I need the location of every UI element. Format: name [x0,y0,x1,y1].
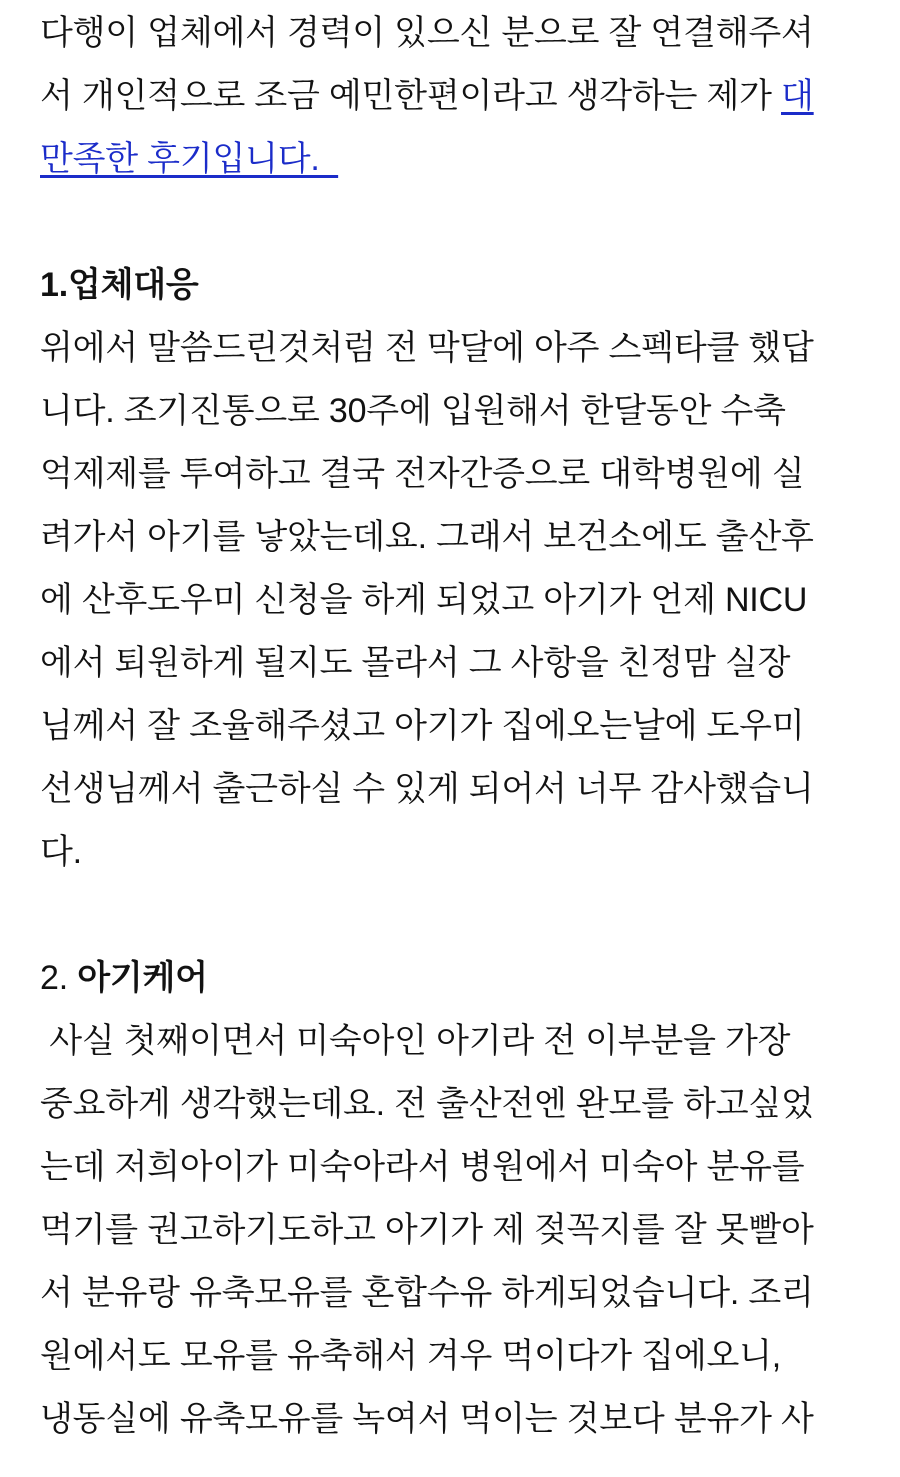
section-1-title-text: 1.업체대응 [40,266,199,304]
section-1-line [40,758,870,821]
text-segment: 다. [40,833,82,871]
text-segment: 다행이 업체에서 경력이 있으신 분으로 잘 연결해주셔 [40,14,814,52]
text-segment: 서 개인적으로 조금 예민한편이라고 생각하는 제가 [40,77,782,115]
section-2-line [40,1325,870,1388]
text-segment: 에 산후도우미 신청을 하게 되었고 아기가 언제 NICU [40,581,808,619]
text-segment: 서 분유랑 유축모유를 혼합수유 하게되었습니다. 조리 [40,1274,814,1312]
text-segment: 먹기를 권고하기도하고 아기가 제 젖꼭지를 잘 못빨아 [40,1211,814,1249]
section-1-line [40,506,870,569]
text-segment: 원에서도 모유를 유축해서 겨우 먹이다가 집에오니, [40,1337,782,1375]
section-2-line [40,1262,870,1325]
text-segment: 위에서 말씀드린것처럼 전 막달에 아주 스펙타클 했답 [40,329,814,367]
spacer-line [40,884,870,947]
section-1-line [40,443,870,506]
intro-line [40,128,870,191]
section-2-line [40,1010,870,1073]
satisfaction-review-link[interactable]: 대 [781,77,814,115]
section-2-line [40,1199,870,1262]
section-1-title [40,254,870,317]
text-segment: 니다. 조기진통으로 30주에 입원해서 한달동안 수축 [40,392,786,430]
section-2-line [40,1073,870,1136]
section-1-line [40,695,870,758]
satisfaction-review-link[interactable]: 만족한 후기입니다. [40,140,339,178]
text-segment: 냉동실에 유축모유를 녹여서 먹이는 것보다 분유가 사 [40,1400,814,1438]
text-segment: 사실 첫째이면서 미숙아인 아기라 전 이부분을 가장 [40,1022,791,1060]
section-2-number: 2. [40,959,78,997]
section-1-line [40,632,870,695]
intro-line [40,65,870,128]
text-segment: 억제제를 투여하고 결국 전자간증으로 대학병원에 실 [40,455,805,493]
spacer-line [40,191,870,254]
section-1-line [40,380,870,443]
intro-line [40,2,870,65]
text-segment: 려가서 아기를 낳았는데요. 그래서 보건소에도 출산후 [40,518,814,556]
text-segment: 선생님께서 출근하실 수 있게 되어서 너무 감사했습니 [40,770,814,808]
section-1-line [40,821,870,884]
text-segment: 님께서 잘 조율해주셨고 아기가 집에오는날에 도우미 [40,707,805,745]
section-2-line [40,1388,870,1451]
text-segment: 에서 퇴원하게 될지도 몰라서 그 사항을 친정맘 실장 [40,644,791,682]
section-2-title-text: 아기케어 [77,959,208,997]
section-2-title [40,947,870,1010]
text-segment: 중요하게 생각했는데요. 전 출산전엔 완모를 하고싶었 [40,1085,814,1123]
text-segment: 는데 저희아이가 미숙아라서 병원에서 미숙아 분유를 [40,1148,805,1186]
section-1-line [40,317,870,380]
section-1-line [40,569,870,632]
section-2-line [40,1136,870,1199]
